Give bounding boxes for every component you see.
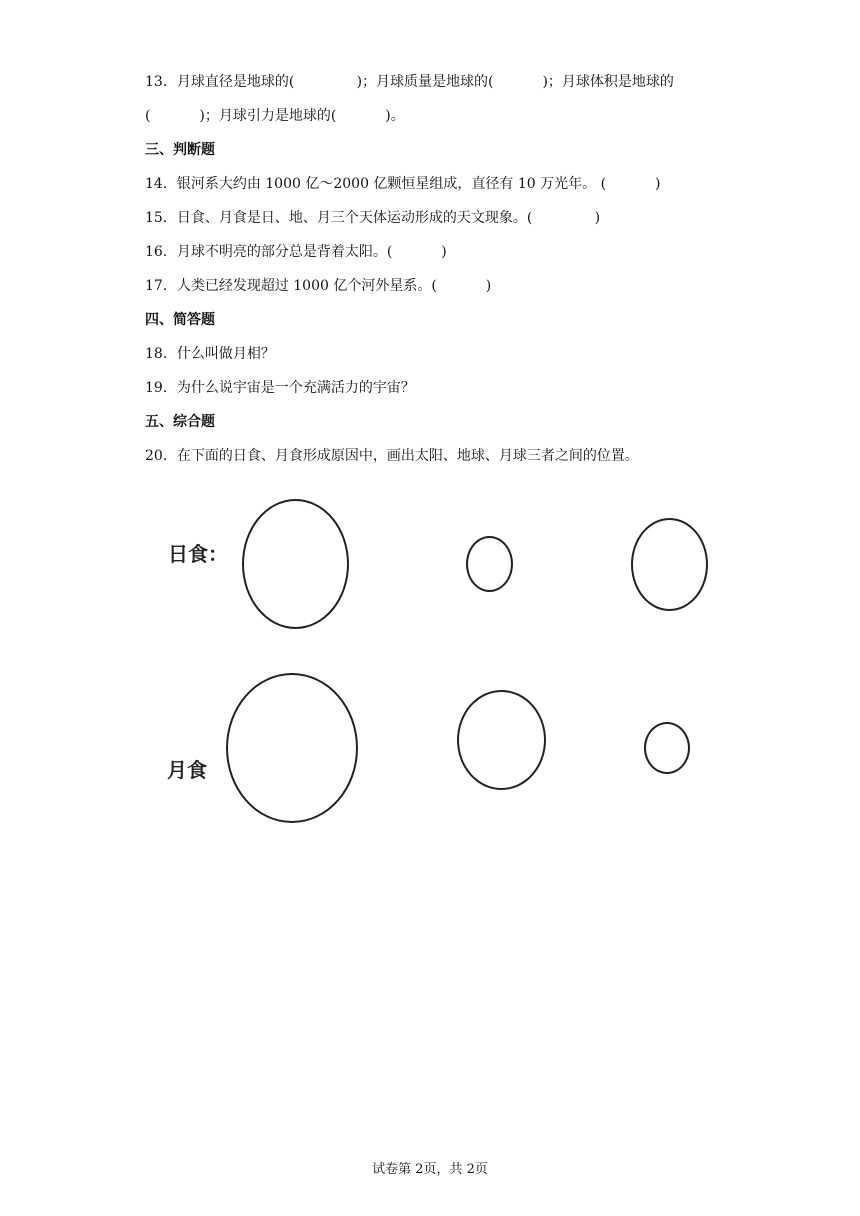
question-17: 17．人类已经发现超过 1000 亿个河外星系。( ) [145,278,492,294]
question-20: 20．在下面的日食、月食形成原因中，画出太阳、地球、月球三者之间的位置。 [145,448,639,464]
question-16: 16．月球不明亮的部分总是背着太阳。( ) [145,244,447,260]
question-14: 14．银河系大约由 1000 亿～2000 亿颗恒星组成，直径有 10 万光年。 ( ) [145,176,661,192]
question-13-line2: ( )；月球引力是地球的( )。 [145,108,405,124]
section-3-heading: 三、判断题 [145,142,215,158]
lunar-eclipse-label: 月食 [167,758,207,782]
question-15: 15．日食、月食是日、地、月三个天体运动形成的天文现象。( ) [145,210,601,226]
page-footer: 试卷第 2页，共 2页 [372,1162,488,1177]
lunar-eclipse-circle-small [644,722,690,774]
question-18: 18．什么叫做月相？ [145,346,275,362]
solar-eclipse-circle-small [466,536,513,592]
solar-eclipse-circle-medium [631,518,708,611]
question-13-line1: 13．月球直径是地球的( )；月球质量是地球的( )；月球体积是地球的 [145,74,674,90]
question-19: 19．为什么说宇宙是一个充满活力的宇宙？ [145,380,415,396]
lunar-eclipse-circle-medium [457,690,546,790]
solar-eclipse-circle-large [242,499,349,629]
section-5-heading: 五、综合题 [145,414,215,430]
solar-eclipse-label: 日食： [168,542,228,566]
section-4-heading: 四、简答题 [145,312,215,328]
lunar-eclipse-circle-large [226,673,358,823]
